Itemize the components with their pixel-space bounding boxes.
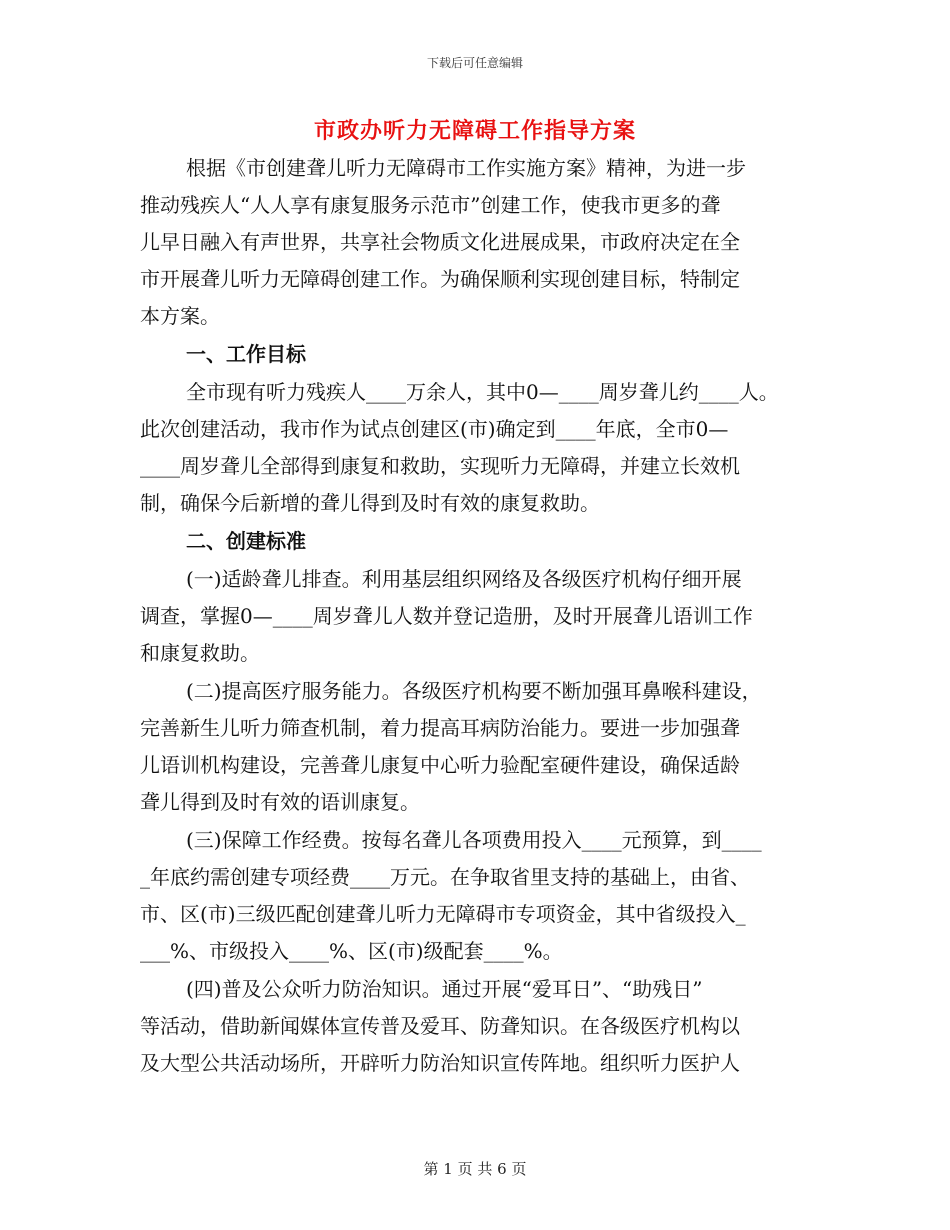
page-header: 下载后可任意编辑 bbox=[426, 56, 523, 70]
body-line: _年底约需创建专项经费____万元。在争取省里支持的基础上，由省、 bbox=[140, 865, 750, 889]
body-line: 调查，掌握0—____周岁聋儿人数并登记造册，及时开展聋儿语训工作 bbox=[140, 604, 753, 628]
body-line: 市、区(市)三级匹配创建聋儿听力无障碍市专项资金，其中省级投入_ bbox=[140, 902, 746, 926]
body-line: 及大型公共活动场所，开辟听力防治知识宣传阵地。组织听力医护人 bbox=[140, 1051, 740, 1075]
body-line: 儿语训机构建设，完善聋儿康复中心听力验配室硬件建设，确保适龄 bbox=[140, 753, 740, 777]
body-line: 制，确保今后新增的聋儿得到及时有效的康复救助。 bbox=[140, 491, 600, 515]
body-line: 聋儿得到及时有效的语训康复。 bbox=[140, 790, 420, 814]
body-line: 根据《市创建聋儿听力无障碍市工作实施方案》精神，为进一步 bbox=[186, 156, 746, 180]
body-line: 本方案。 bbox=[140, 304, 220, 328]
page-footer: 第 1 页 共 6 页 bbox=[423, 1160, 527, 1178]
document-title: 市政办听力无障碍工作指导方案 bbox=[313, 118, 636, 144]
body-line: ____周岁聋儿全部得到康复和救助，实现听力无障碍，并建立长效机 bbox=[140, 454, 740, 478]
body-line: 市开展聋儿听力无障碍创建工作。为确保顺利实现创建目标，特制定 bbox=[140, 267, 740, 291]
body-line: (三)保障工作经费。按每名聋儿各项费用投入____元预算，到____ bbox=[186, 828, 762, 852]
section-heading: 一、工作目标 bbox=[186, 342, 306, 366]
body-line: 和康复救助。 bbox=[140, 641, 260, 665]
body-line: 儿早日融入有声世界，共享社会物质文化进展成果，市政府决定在全 bbox=[140, 230, 740, 254]
body-line: (二)提高医疗服务能力。各级医疗机构要不断加强耳鼻喉科建设， bbox=[186, 679, 762, 703]
body-line: ___%、市级投入____%、区(市)级配套____%。 bbox=[140, 939, 563, 963]
body-line: 完善新生儿听力筛查机制，着力提高耳病防治能力。要进一步加强聋 bbox=[140, 716, 740, 740]
body-line: 推动残疾人“人人享有康复服务示范市”创建工作，使我市更多的聋 bbox=[140, 193, 721, 217]
body-line: (一)适龄聋儿排查。利用基层组织网络及各级医疗机构仔细开展 bbox=[186, 567, 742, 591]
body-line: (四)普及公众听力防治知识。通过开展“爱耳日”、“助残日” bbox=[186, 977, 703, 1001]
body-line: 等活动，借助新闻媒体宣传普及爱耳、防聋知识。在各级医疗机构以 bbox=[140, 1014, 740, 1038]
section-heading: 二、创建标准 bbox=[186, 529, 306, 553]
body-line: 此次创建活动，我市作为试点创建区(市)确定到____年底，全市0— bbox=[140, 417, 729, 441]
body-line: 全市现有听力残疾人____万余人，其中0—____周岁聋儿约____人。 bbox=[186, 380, 779, 404]
